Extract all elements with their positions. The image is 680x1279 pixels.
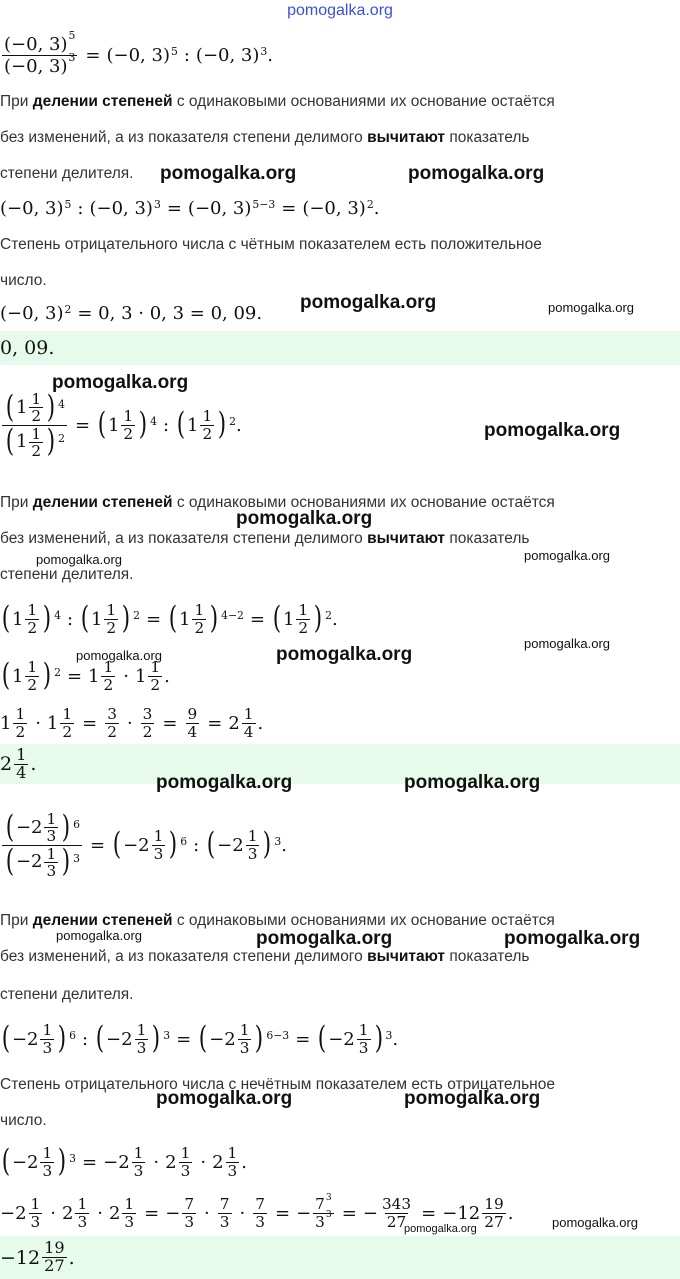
watermark: pomogalka.org	[56, 928, 142, 943]
p2-equation-2: ( 1 $\frac{1}{2}$ ) 4 : ( 1 $\frac{1}{2}$ ) 2 = ( 1 $\frac{1}{2}$ ) 4−2 = ( 1 $\frac{1}{2}$ ) 2 .	[1, 600, 338, 637]
watermark: pomogalka.org	[300, 292, 437, 313]
watermark: pomogalka.org	[548, 300, 634, 315]
watermark: pomogalka.org	[404, 1088, 541, 1109]
p1-equation-2: ( −0, 3 ) 5 : ( −0, 3 ) 3 = ( −0, 3 ) 5−3 = ( −0, 3 ) 2 .	[0, 197, 380, 219]
watermark: pomogalka.org	[156, 1088, 293, 1109]
watermark: pomogalka.org	[524, 548, 610, 563]
p3-equation-2: ( −2 $\frac{1}{3}$ ) 6 : ( −2 $\frac{1}{3}$ ) 3 = ( −2 $\frac{1}{3}$ ) 6−3 = ( −2 $\frac{1}{3}$ ) 3 .	[1, 1020, 399, 1057]
p3-answer: −12 $\frac{19}{27}$ .	[0, 1236, 680, 1279]
p3-equation-4: −2 $\frac{1}{3}$ · 2 $\frac{1}{3}$ · 2 $\frac{1}{3}$ = − $\frac{7}{3}$ · $\frac{7}{3}$ · $\frac{7}{3}$ = − $\frac{7^3}{3^3}$ = − $\frac{343}{27}$ = −12 $\frac{19}{27}$ .	[0, 1192, 514, 1231]
watermark: pomogalka.org	[160, 163, 297, 184]
p3-rule-line-3: степени делителя.	[0, 986, 134, 1003]
p1-equation-3: ( −0, 3 ) 2 = 0, 3 · 0, 3 = 0, 09.	[0, 302, 263, 324]
watermark: pomogalka.org	[524, 636, 610, 651]
p2-equation-4: 1 $\frac{1}{2}$ · 1 $\frac{1}{2}$ = $\frac{3}{2}$ · $\frac{3}{2}$ = $\frac{9}{4}$ = 2 $\frac{1}{4}$ .	[0, 705, 264, 741]
p3-odd-rule-line-2: число.	[0, 1112, 47, 1129]
watermark: pomogalka.org	[504, 928, 641, 949]
p1-rule-line-2: без изменений, а из показателя степени делимого вычитают показатель	[0, 129, 530, 146]
p3-odd-rule-line-1: Степень отрицательного числа с нечётным показателем есть отрицательное	[0, 1076, 555, 1093]
watermark: pomogalka.org	[52, 372, 189, 393]
p2-rule-line-3: степени делителя.	[0, 566, 134, 583]
p1-even-rule-line-2: число.	[0, 272, 47, 289]
watermark: pomogalka.org	[276, 644, 413, 665]
p3-equation-3: ( −2 $\frac{1}{3}$ ) 3 = −2 $\frac{1}{3}$ · 2 $\frac{1}{3}$ · 2 $\frac{1}{3}$ .	[1, 1143, 247, 1180]
p3-rule-line-2: без изменений, а из показателя степени делимого вычитают показатель	[0, 948, 530, 965]
watermark: pomogalka.org	[484, 420, 621, 441]
p3-rule-line-1: При делении степеней с одинаковыми основаниями их основание остаётся	[0, 912, 555, 929]
p2-equation-1: ( 1 $\frac{1}{2}$ ) 4 ( 1 $\frac{1}{2}$ ) 2 = ( 1 $\frac{1}{2}$ ) 4 : ( 1 $\frac{1}{2}$ ) 2 .	[0, 366, 242, 484]
watermark: pomogalka.org	[76, 648, 162, 663]
watermark: pomogalka.org	[36, 552, 122, 567]
watermark: pomogalka.org	[408, 163, 545, 184]
p3-fraction: ( −2 $\frac{1}{3}$ ) 6 ( −2 $\frac{1}{3}$ ) 3	[2, 811, 82, 878]
p2-answer: 2 $\frac{1}{4}$ .	[0, 744, 680, 784]
watermark: pomogalka.org	[156, 772, 293, 793]
p1-fraction: $\frac{(-0, 3)^5}{(-0, 3)^3}$	[4, 28, 76, 77]
p1-answer: 0, 09.	[0, 331, 680, 365]
p2-fraction: ( 1 $\frac{1}{2}$ ) 4 ( 1 $\frac{1}{2}$ ) 2	[2, 391, 67, 458]
p2-equation-3: ( 1 $\frac{1}{2}$ ) 2 = 1 $\frac{1}{2}$ · 1 $\frac{1}{2}$ .	[1, 657, 170, 694]
p1-rule-line-3: степени делителя.	[0, 165, 134, 182]
p1-equation-1: $\frac{(-0, 3)^5}{(-0, 3)^3}$ = ( −0, 3 ) 5 : ( −0, 3 ) 3 .	[4, 28, 274, 77]
p1-even-rule-line-1: Степень отрицательного числа с чётным показателем есть положительное	[0, 236, 542, 253]
p3-equation-1: ( −2 $\frac{1}{3}$ ) 6 ( −2 $\frac{1}{3}$ ) 3 = ( −2 $\frac{1}{3}$ ) 6 : ( −2 $\frac{1}{3}$ ) 3 .	[0, 786, 287, 904]
watermark: pomogalka.org	[256, 928, 393, 949]
watermark: pomogalka.org	[404, 1223, 477, 1235]
p2-rule-line-2: без изменений, а из показателя степени делимого вычитают показатель	[0, 530, 530, 547]
watermark: pomogalka.org	[404, 772, 541, 793]
watermark: pomogalka.org	[236, 508, 373, 529]
p1-rule-line-1: При делении степеней с одинаковыми основаниями их основание остаётся	[0, 93, 555, 110]
site-header[interactable]: pomogalka.org	[287, 2, 393, 19]
p2-rule-line-1: При делении степеней с одинаковыми основаниями их основание остаётся	[0, 494, 555, 511]
watermark: pomogalka.org	[552, 1215, 638, 1230]
